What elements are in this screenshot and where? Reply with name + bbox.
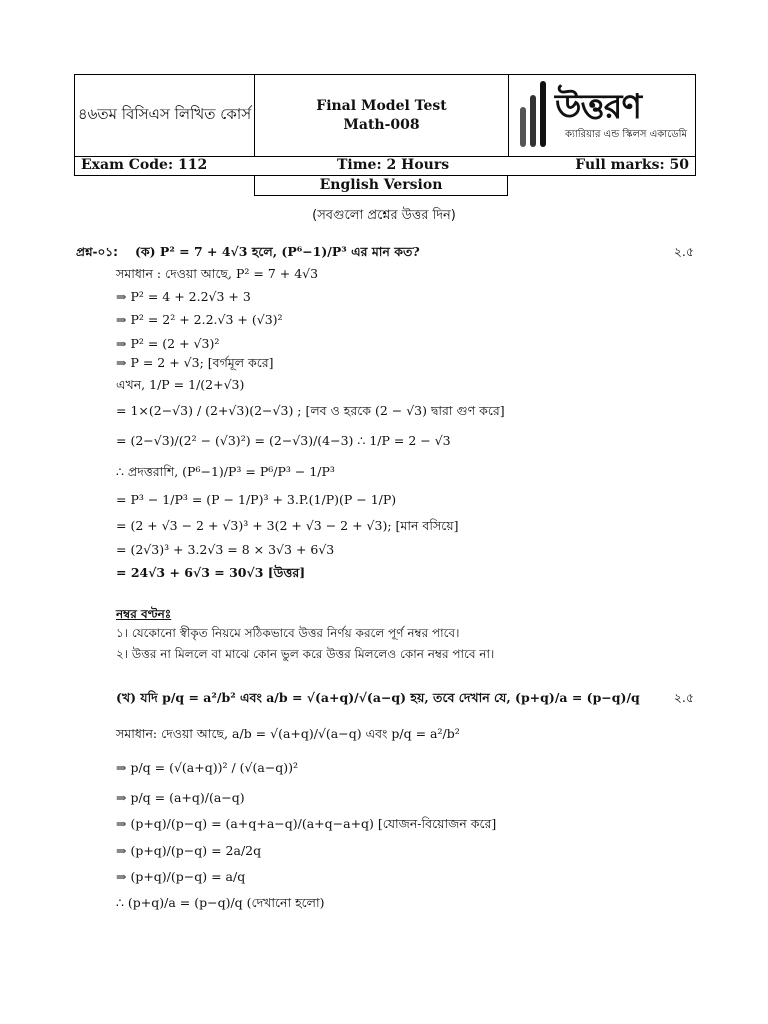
q1-line: সমাধান : দেওয়া আছে, P² = 7 + 4√3: [116, 266, 319, 281]
q2-question: (খ) যদি p/q = a²/b² এবং a/b = √(a+q)/√(a−q) হয়, তবে দেখান যে, (p+q)/a = (p−q)/q: [116, 690, 640, 705]
marking-title: নম্বর বণ্টনঃ: [116, 607, 172, 621]
q1-line: = (2√3)³ + 3.2√3 = 8 × 3√3 + 6√3: [116, 542, 335, 557]
exam-info-row: [74, 157, 696, 176]
q2-line: ⇒ p/q = (a+q)/(a−q): [116, 790, 245, 805]
test-code: Math-008: [343, 116, 420, 133]
test-title: Final Model Test: [316, 97, 447, 114]
q1-question: (ক) P² = 7 + 4√3 হলে, (P⁶−1)/P³ এর মান কত?: [135, 244, 420, 259]
q1-line: = 1×(2−√3) / (2+√3)(2−√3) ; [লব ও হরকে (2 − √3) দ্বারা গুণ করে]: [116, 403, 505, 418]
exam-code: Exam Code: 112: [81, 157, 208, 173]
q2-line: ⇒ (p+q)/(p−q) = a/q: [116, 869, 246, 884]
q1-line: ⇒ P = 2 + √3; [বর্গমূল করে]: [116, 355, 274, 370]
logo-word: উত্তরণ: [555, 87, 642, 127]
q1-label: প্রশ্ন-০১:: [76, 245, 118, 259]
version-box: [254, 176, 508, 196]
q2-line: সমাধান: দেওয়া আছে, a/b = √(a+q)/√(a−q) এবং p/q = a²/b²: [116, 726, 460, 741]
logo-cell: [509, 75, 695, 156]
q1-line: ∴ প্রদত্তরাশি, (P⁶−1)/P³ = P⁶/P³ − 1/P³: [116, 464, 335, 479]
logo-subtitle: ক্যারিয়ার এন্ড স্কিলস একাডেমি: [565, 129, 687, 140]
q1-line: ⇒ P² = 4 + 2.2√3 + 3: [116, 289, 251, 304]
q1-line: = P³ − 1/P³ = (P − 1/P)³ + 3.P.(1/P)(P − 1/P): [116, 492, 397, 507]
logo-bars-icon: [517, 77, 557, 153]
exam-time: Time: 2 Hours: [337, 157, 450, 173]
instruction: (সবগুলো প্রশ্নের উত্তর দিন): [312, 208, 456, 223]
marking-rule: ১। যেকোনো স্বীকৃত নিয়মে সঠিকভাবে উত্তর নির্ণয় করলে পূর্ণ নম্বর পাবে।: [116, 626, 460, 640]
marking-rule: ২। উত্তর না মিললে বা মাঝে কোন ভুল করে উত্তর মিললেও কোন নম্বর পাবে না।: [116, 647, 495, 661]
title-cell: [255, 75, 509, 156]
q1-line: এখন, 1/P = 1/(2+√3): [116, 377, 245, 392]
q2-line: ⇒ p/q = (√(a+q))² / (√(a−q))²: [116, 760, 299, 775]
q1-line: = (2−√3)/(2² − (√3)²) = (2−√3)/(4−3) ∴ 1/P = 2 − √3: [116, 433, 451, 448]
q1-line: ⇒ P² = 2² + 2.2.√3 + (√3)²: [116, 312, 283, 327]
q1-answer: = 24√3 + 6√3 = 30√3 [উত্তর]: [116, 565, 306, 580]
q2-mark: ২.৫: [673, 690, 694, 705]
version-label: English Version: [319, 177, 443, 193]
q1-line: ⇒ P² = (2 + √3)²: [116, 336, 220, 351]
course-cell: [75, 75, 255, 156]
course-name: ৪৬তম বিসিএস লিখিত কোর্স: [77, 105, 252, 123]
header-table: [74, 74, 696, 157]
q1-line: = (2 + √3 − 2 + √3)³ + 3(2 + √3 − 2 + √3); [মান বসিয়ে]: [116, 518, 459, 533]
full-marks: Full marks: 50: [575, 157, 689, 173]
q2-line: ⇒ (p+q)/(p−q) = (a+q+a−q)/(a+q−a+q) [যোজন-বিয়োজন করে]: [116, 816, 497, 831]
q2-line: ⇒ (p+q)/(p−q) = 2a/2q: [116, 843, 262, 858]
q1-mark: ২.৫: [673, 244, 694, 259]
q2-conclusion: ∴ (p+q)/a = (p−q)/q (দেখানো হলো): [116, 895, 325, 910]
